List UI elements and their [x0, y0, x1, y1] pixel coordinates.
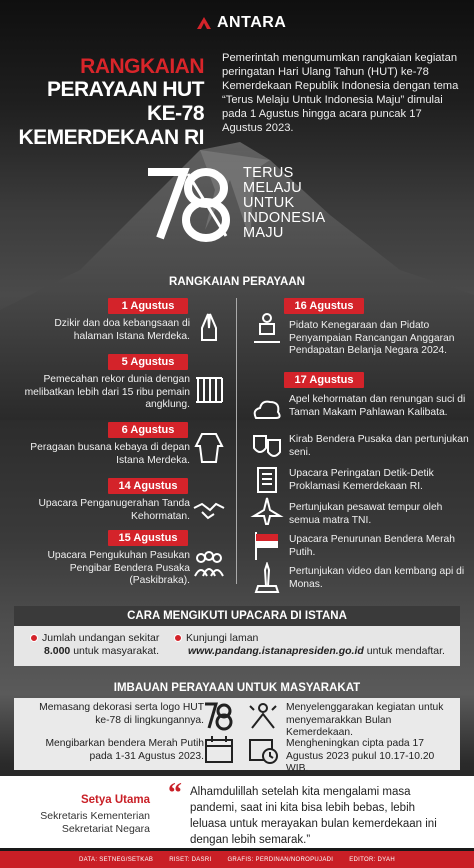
event-text: Kirab Bendera Pusaka dan pertunjukan seni. — [289, 434, 469, 458]
event-text: Pidato Kenegaraan dan Pidato Penyampaian Rancangan Anggaran Pendapatan Belanja Negara 2024. — [289, 320, 455, 357]
flag-icon — [250, 530, 284, 562]
calendar-icon — [202, 734, 236, 766]
rangkaian-heading: RANGKAIAN PERAYAAN — [169, 276, 305, 288]
speaker-role-line2: Sekretariat Negara — [61, 823, 150, 835]
event-text: Peragaan busana kebaya di depan Istana Merdeka. — [30, 442, 190, 466]
cloud-icon — [250, 394, 284, 426]
speaker-role — [40, 810, 150, 836]
hut78-small-icon — [202, 700, 236, 732]
date-badge: 1 Agustus — [108, 298, 188, 314]
intro-paragraph: Pemerintah mengumumkan rangkaian kegiatan peringatan Hari Ulang Tahun (HUT) ke-78 Kemerdekaan Republik Indonesia dengan tema “Terus Melaju Untuk Indonesia Maju” dimulai pada 1 Agustus hingga acara puncak 17 Agustus 2023. — [222, 52, 459, 134]
cara-item2-suffix: untuk mendaftar. — [366, 645, 445, 657]
celebration-icon — [246, 700, 280, 732]
imbauan-panel — [14, 698, 460, 775]
event-text: Pertunjukan video dan kembang api di Monas. — [289, 566, 465, 590]
imbauan-left-2: Mengibarkan bendera Merah Putih pada 1-31 Agustus 2023. — [45, 738, 204, 762]
handshake-icon — [192, 494, 226, 526]
imbauan-heading: IMBAUAN PERAYAAN UNTUK MASYARAKAT — [113, 682, 361, 694]
cara-item-invitation — [30, 632, 180, 658]
calendar-clock-icon — [246, 734, 280, 766]
footer-credit: DATA: SETNEG/SETKAB — [79, 856, 154, 863]
quote-mark-icon: “ — [168, 778, 182, 809]
theme-line: INDONESIA — [243, 210, 326, 226]
antara-mark-icon — [196, 16, 212, 30]
cara-item2-prefix: Kunjungi laman — [186, 632, 259, 644]
theater-masks-icon — [250, 430, 284, 462]
footer-credit: GRAFIS: PERDINAN/NOROPUJADI — [227, 856, 334, 863]
praying-hands-icon — [192, 310, 226, 342]
bullet-icon — [174, 634, 182, 642]
bullet-icon — [30, 634, 38, 642]
theme-line: MELAJU — [243, 180, 303, 196]
group-icon — [192, 548, 226, 580]
cara-item1-count: 8.000 — [44, 645, 71, 657]
event-text: Upacara Pengukuhan Pasukan Pengibar Bendera Pusaka (Paskibraka). — [47, 550, 190, 587]
event-text: Apel kehormatan dan renungan suci di Taman Makam Pahlawan Kalibata. — [289, 394, 466, 418]
event-text: Pertunjukan pesawat tempur oleh semua matra TNI. — [289, 502, 443, 526]
imbauan-left-1: Memasang dekorasi serta logo HUT ke-78 di lingkungannya. — [39, 702, 204, 726]
angklung-icon — [192, 374, 226, 406]
scroll-icon — [250, 464, 284, 496]
event-text: Dzikir dan doa kebangsaan di halaman Istana Merdeka. — [54, 318, 190, 342]
registration-link[interactable]: www.pandang.istanapresiden.go.id — [188, 645, 364, 657]
monument-icon — [250, 562, 284, 594]
speaker-name: Setya Utama — [80, 794, 150, 806]
date-badge: 17 Agustus — [284, 372, 364, 388]
event-text: Upacara Penurunan Bendera Merah Putih. — [289, 534, 456, 558]
cara-heading: CARA MENGIKUTI UPACARA DI ISTANA — [14, 606, 460, 626]
title-line1: RANGKAIAN — [80, 55, 204, 78]
footer-credits — [0, 851, 474, 868]
speaker-panel — [0, 776, 474, 848]
page-title — [14, 56, 204, 150]
theme-text — [243, 166, 325, 241]
date-badge: 16 Agustus — [284, 298, 364, 314]
date-badge: 5 Agustus — [108, 354, 188, 370]
footer-credit: RISET: DASRI — [169, 856, 212, 863]
date-badge: 6 Agustus — [108, 422, 188, 438]
title-line2: PERAYAAN HUT KE-78 — [47, 78, 204, 125]
hut78-logo-icon — [146, 166, 236, 242]
theme-line: MAJU — [243, 225, 284, 241]
jet-icon — [250, 496, 284, 528]
podium-icon — [250, 312, 284, 344]
date-badge: 15 Agustus — [108, 530, 188, 546]
event-text: Pemecahan rekor dunia dengan melibatkan lebih dari 15 ribu pemain angklung. — [24, 374, 190, 411]
brand-name: ANTARA — [217, 14, 287, 31]
footer-credit: EDITOR: DYAH — [349, 856, 395, 863]
title-line3: KEMERDEKAAN RI — [18, 126, 204, 149]
cara-panel — [14, 606, 460, 666]
theme-line: UNTUK — [243, 195, 295, 211]
cara-item-register — [174, 632, 454, 658]
antara-logo — [196, 12, 286, 34]
event-text: Upacara Penganugerahan Tanda Kehormatan. — [38, 498, 190, 522]
kebaya-icon — [192, 432, 226, 464]
date-badge: 14 Agustus — [108, 478, 188, 494]
cara-item1-suffix: untuk masyarakat. — [73, 645, 159, 657]
imbauan-right-1: Menyelenggarakan kegiatan untuk menyemarakkan Bulan Kemerdekaan. — [286, 702, 444, 739]
speaker-role-line1: Sekretaris Kementerian — [40, 810, 150, 822]
event-text: Upacara Peringatan Detik-Detik Proklamasi Kemerdekaan RI. — [289, 468, 434, 492]
timeline-divider — [236, 298, 237, 584]
imbauan-right-2: Mengheningkan cipta pada 17 Agustus 2023 pukul 10.17-10.20 WIB. — [286, 738, 435, 775]
speaker-quote: Alhamdulillah setelah kita mengalami masa pandemi, saat ini kita bisa lebih bebas, lebih leluasa untuk merayakan bulan kemerdekaan ini dengan lebih semarak.” — [190, 786, 437, 846]
theme-line: TERUS — [243, 165, 294, 181]
cara-item1-prefix: Jumlah undangan sekitar — [42, 632, 160, 644]
